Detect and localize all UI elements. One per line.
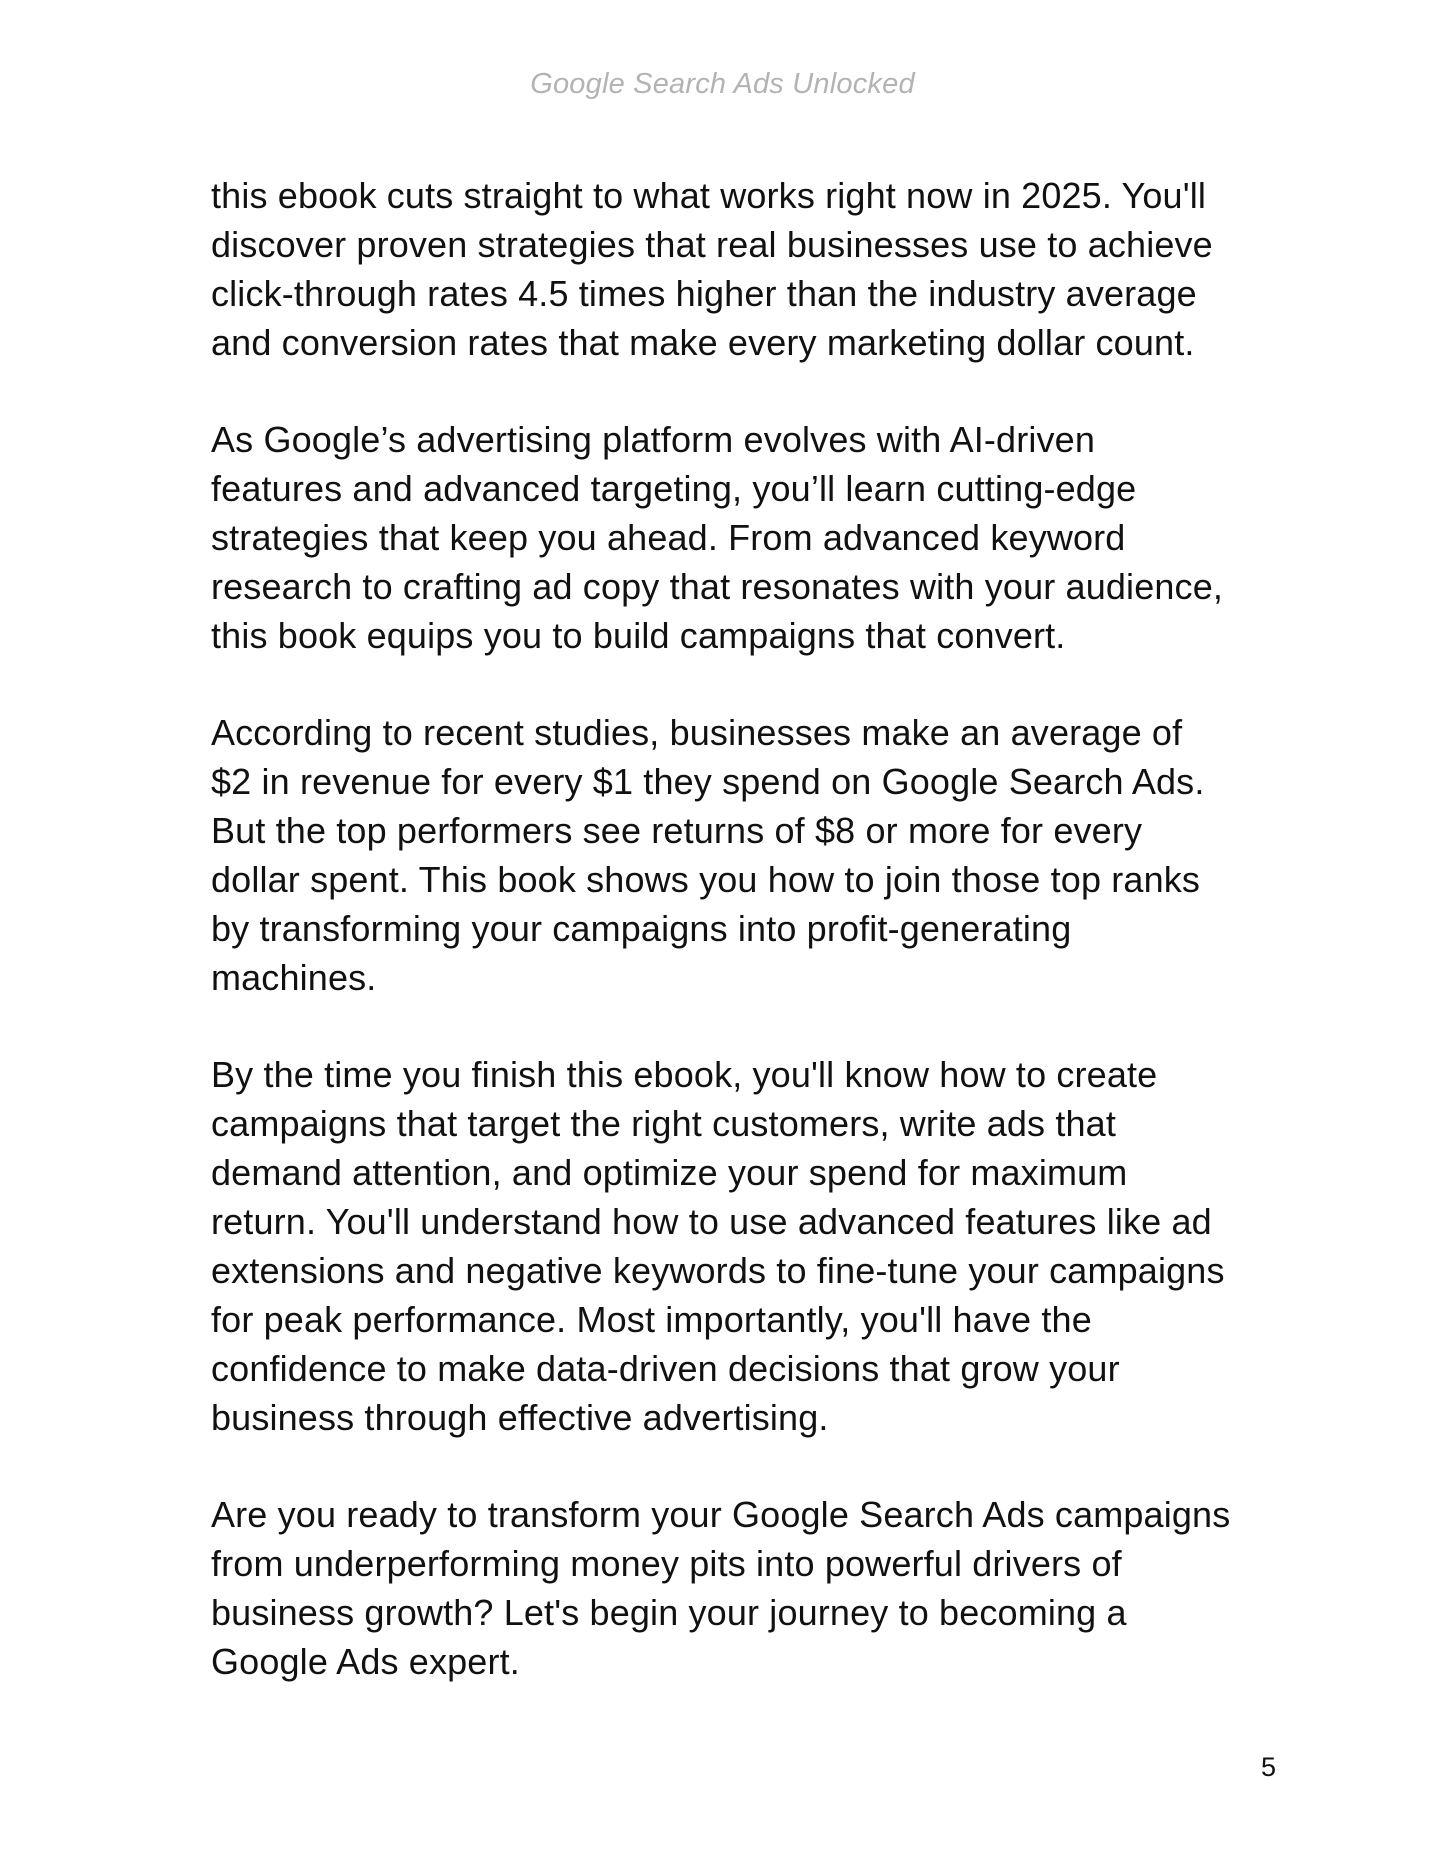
text-line: and conversion rates that make every marketing dollar count. (211, 322, 1195, 363)
text-line: research to crafting ad copy that resonates with your audience, (211, 566, 1224, 607)
text-line: demand attention, and optimize your spend for maximum (211, 1152, 1128, 1193)
text-line: business growth? Let's begin your journey to becoming a (211, 1592, 1127, 1633)
paragraph-intro-ebook (211, 171, 1291, 367)
text-line: But the top performers see returns of $8 or more for every (211, 810, 1143, 851)
text-line: $2 in revenue for every $1 they spend on Google Search Ads. (211, 761, 1205, 802)
text-line: strategies that keep you ahead. From advanced keyword (211, 517, 1126, 558)
paragraph-platform-evolves (211, 415, 1291, 660)
text-line: business through effective advertising. (211, 1397, 829, 1438)
body-text (211, 171, 1291, 1734)
text-line: discover proven strategies that real businesses use to achieve (211, 224, 1213, 265)
text-line: machines. (211, 957, 377, 998)
text-line: features and advanced targeting, you’ll learn cutting-edge (211, 468, 1137, 509)
text-line: Are you ready to transform your Google Search Ads campaigns (211, 1494, 1231, 1535)
paragraph-revenue-studies (211, 708, 1291, 1002)
text-line: confidence to make data-driven decisions that grow your (211, 1348, 1120, 1389)
text-line: As Google’s advertising platform evolves with AI-driven (211, 419, 1095, 460)
paragraph-call-to-action (211, 1490, 1291, 1686)
text-line: According to recent studies, businesses make an average of (211, 712, 1183, 753)
text-line: click-through rates 4.5 times higher than the industry average (211, 273, 1197, 314)
running-header-title: Google Search Ads Unlocked (530, 68, 915, 100)
text-line: for peak performance. Most importantly, you'll have the (211, 1299, 1092, 1340)
text-line: campaigns that target the right customers, write ads that (211, 1103, 1116, 1144)
paragraph-outcomes (211, 1050, 1291, 1442)
text-line: Google Ads expert. (211, 1641, 520, 1682)
text-line: dollar spent. This book shows you how to join those top ranks (211, 859, 1201, 900)
text-line: extensions and negative keywords to fine-tune your campaigns (211, 1250, 1225, 1291)
text-line: from underperforming money pits into powerful drivers of (211, 1543, 1122, 1584)
text-line: By the time you finish this ebook, you'll know how to create (211, 1054, 1158, 1095)
text-line: this ebook cuts straight to what works right now in 2025. You'll (211, 175, 1207, 216)
text-line: return. You'll understand how to use advanced features like ad (211, 1201, 1212, 1242)
page-number: 5 (1260, 1752, 1276, 1782)
text-line: this book equips you to build campaigns that convert. (211, 615, 1066, 656)
text-line: by transforming your campaigns into profit-generating (211, 908, 1072, 949)
